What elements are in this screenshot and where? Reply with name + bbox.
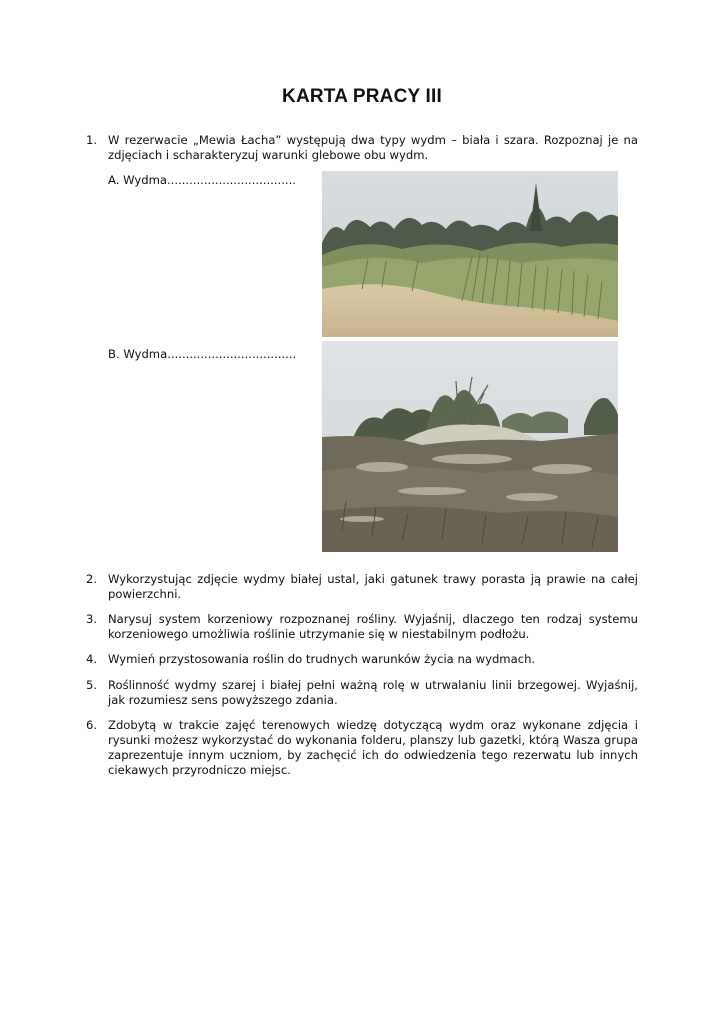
task-text: Narysuj system korzeniowy rozpoznanej rośliny. Wyjaśnij, dlaczego ten rodzaj systemu korzeniowego umożliwia roślinie utrzymanie się w niestabilnym podłożu.: [108, 612, 638, 641]
task-number: 6.: [86, 718, 98, 732]
task-number: 1.: [86, 133, 98, 147]
task-6: [86, 718, 638, 778]
grey-dune-photo: [322, 341, 618, 552]
task-text: Zdobytą w trakcie zajęć terenowych wiedzę dotyczącą wydm oraz wykonane zdjęcia i rysunki możesz wykorzystać do wykonania folderu, planszy lub gazetki, którą Wasza grupa zaprezentuje innym uczniom, by zachęcić ich do odwiedzenia tego rezerwatu lub innych ciekawych przyrodniczo miejsc.: [108, 718, 638, 777]
page-title: KARTA PRACY III: [282, 86, 442, 107]
task-number: 3.: [86, 612, 98, 626]
task-number: 2.: [86, 572, 98, 586]
task-text: Wykorzystując zdjęcie wydmy białej ustal, jaki gatunek trawy porasta ją prawie na całej powierzchni.: [108, 572, 638, 601]
dune-a-label: A. Wydma...................................: [108, 173, 296, 187]
task-5: [86, 678, 638, 708]
task-number: 5.: [86, 678, 98, 692]
dune-b-label: B. Wydma...................................: [108, 347, 297, 361]
task-3: [86, 612, 638, 642]
white-dune-photo: [322, 171, 618, 337]
task-2: [86, 572, 638, 602]
task-4: [86, 652, 638, 667]
task-text: Roślinność wydmy szarej i białej pełni ważną rolę w utrwalaniu linii brzegowej. Wyjaśnij, jak rozumiesz sens powyższego zdania.: [108, 678, 638, 707]
task-text: Wymień przystosowania roślin do trudnych warunków życia na wydmach.: [108, 652, 536, 666]
task-text: W rezerwacie „Mewia Łacha” występują dwa typy wydm – biała i szara. Rozpoznaj je na zdjęciach i scharakteryzuj warunki glebowe obu wydm.: [108, 133, 638, 162]
task-number: 4.: [86, 652, 98, 666]
task-1: [86, 133, 638, 163]
